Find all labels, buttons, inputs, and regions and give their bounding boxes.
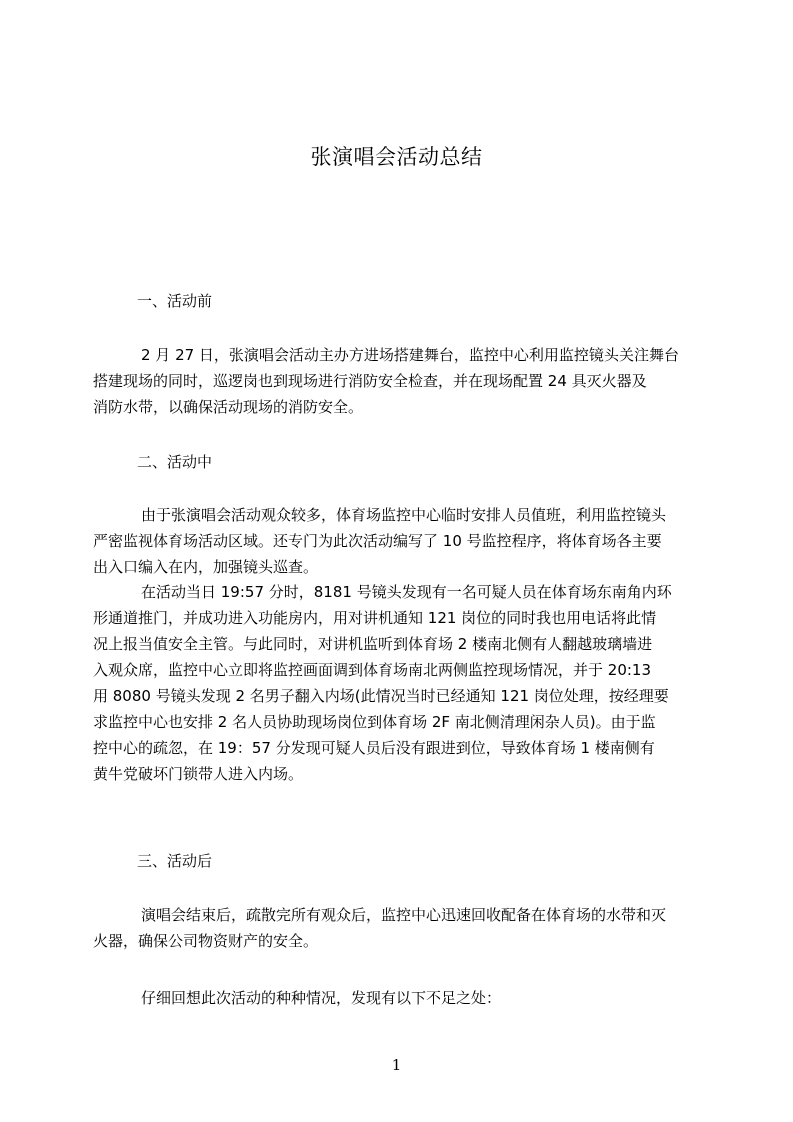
paragraph-after-event — [93, 902, 705, 954]
paragraph-line: 火器，确保公司物资财产的安全。 — [93, 932, 319, 950]
paragraph-during-monitoring — [93, 502, 705, 580]
paragraph-shortcomings-intro — [93, 985, 705, 1011]
paragraph-line: 在活动当日 19:57 分时，8181 号镜头发现有一名可疑人员在体育场东南角内环 — [141, 583, 672, 601]
paragraph-line: 演唱会结束后，疏散完所有观众后，监控中心迅速回收配备在体育场的水带和灭 — [141, 906, 667, 924]
paragraph-line: 求监控中心也安排 2 名人员协助现场岗位到体育场 2F 南北侧清理闲杂人员)。由于监 — [93, 713, 656, 731]
paragraph-line: 严密监视体育场活动区域。还专门为此次活动编写了 10 号监控程序，将体育场各主要 — [93, 532, 662, 550]
paragraph-line: 由于张演唱会活动观众较多，体育场监控中心临时安排人员值班，利用监控镜头 — [141, 506, 667, 524]
paragraph-line: 况上报当值安全主管。与此同时，对讲机监听到体育场 2 楼南北侧有人翻越玻璃墙进 — [93, 635, 653, 653]
document-title: 张演唱会活动总结 — [310, 145, 483, 169]
paragraph-line: 形通道推门，并成功进入功能房内，用对讲机通知 121 岗位的同时我也用电话将此情 — [93, 609, 657, 627]
section-heading-before: 一、活动前 — [137, 292, 213, 310]
paragraph-line: 用 8080 号镜头发现 2 名男子翻入内场(此情况当时已经通知 121 岗位处理，按经理要 — [93, 687, 669, 705]
paragraph-line: 2 月 27 日，张演唱会活动主办方进场搭建舞台，监控中心利用监控镜头关注舞台 — [141, 346, 679, 364]
paragraph-line: 控中心的疏忽，在 19：57 分发现可疑人员后没有跟进到位，导致体育场 1 楼南侧有 — [93, 739, 655, 757]
paragraph-before-event — [93, 342, 705, 420]
paragraph-during-incident — [93, 579, 705, 787]
paragraph-line: 出入口编入在内，加强镜头巡查。 — [93, 558, 319, 576]
section-heading-during: 二、活动中 — [137, 453, 213, 471]
paragraph-line: 黄牛党破坏门锁带人进入内场。 — [93, 765, 304, 783]
paragraph-line: 消防水带，以确保活动现场的消防安全。 — [93, 398, 364, 416]
page-number: 1 — [391, 1056, 402, 1074]
paragraph-line: 入观众席，监控中心立即将监控画面调到体育场南北两侧监控现场情况，并于 20:13 — [93, 661, 651, 679]
paragraph-line: 搭建现场的同时，巡逻岗也到现场进行消防安全检查，并在现场配置 24 具灭火器及 — [93, 372, 647, 390]
paragraph-line: 仔细回想此次活动的种种情况，发现有以下不足之处： — [141, 989, 502, 1007]
section-heading-after: 三、活动后 — [137, 852, 213, 870]
